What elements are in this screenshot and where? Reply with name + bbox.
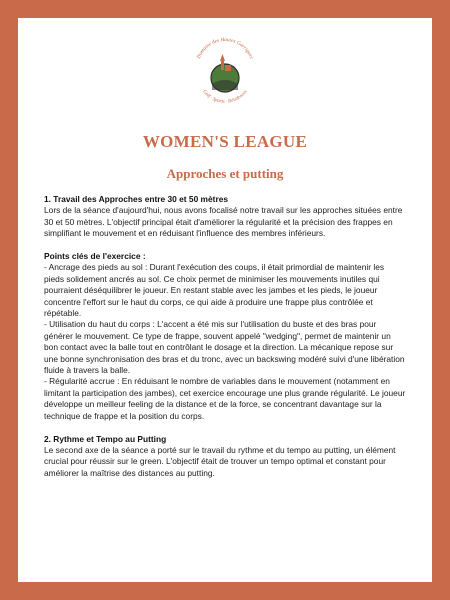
section1-heading: 1. Travail des Approches entre 30 et 50 mètres: [44, 194, 229, 204]
point-item: - Ancrage des pieds au sol : Durant l'exécution des coups, il était primordial de maintenir les pieds solidement ancrés au sol. Ce choix permet de minimiser les mouvements inutiles qui pourraient déséquilibrer le joueur. En restant stable avec les jambes et les pieds, le joueur concentre l'effort sur le haut du corps, ce qui aide à produire une frappe plus contrôlée et répétable.: [44, 262, 385, 319]
point-item: développe un meilleur feeling de la distance et de la force, se concentrant davantage sur la technique de frappe et la position du corps.: [44, 399, 382, 421]
section1-intro: Lors de la séance d'aujourd'hui, nous avons focalisé notre travail sur les approches situées entre 30 et 50 mètres. L'objectif principal était d'améliorer la régularité et la précision des frappes en simplifiant le mouvement et en réduisant l'influence des membres inférieurs.: [44, 205, 403, 239]
page-title: WOMEN'S LEAGUE: [142, 132, 308, 151]
estate-logo-icon: [190, 34, 260, 116]
spacer: [44, 422, 406, 433]
point-item: - Régularité accrue : En réduisant le nombre de variables dans le mouvement (notamment en limitant la participation des jambes), cet exercice encourage une plus grande régularité. Le joueur: [44, 376, 406, 398]
spacer: [44, 240, 406, 251]
document-page: [18, 18, 432, 582]
page-subtitle: Approches et putting: [166, 166, 284, 181]
document-body: [44, 194, 406, 479]
section2-heading: 2. Rythme et Tempo au Putting: [44, 433, 167, 444]
points-heading: Points clés de l'exercice :: [44, 251, 146, 262]
logo-bottom-text: Golf · Sports · Résidences: [201, 89, 249, 105]
section2-text: Le second axe de la séance a porté sur le travail du rythme et du tempo au putting, un élément crucial pour réussir sur le green. L'objectif était de trouver un tempo optimal et constant pour améliorer la maîtrise des distances au putting.: [44, 444, 396, 478]
logo-arc-text: Domaine des Hautes Garrigues: [195, 36, 255, 60]
point-item: - Utilisation du haut du corps : L'accent a été mis sur l'utilisation du buste et des bras pour générer le mouvement. Ce type de frappe, souvent appelé "wedging", permet de maintenir un bon contact avec la balle tout en contrôlant le dosage et la direction. La mécanique repose sur une bonne synchronisation des bras et du tronc, avec un backswing modéré suivi d'une libération fluide à travers la balle.: [44, 319, 405, 376]
svg-text:Domaine des Hautes Garrigues: [195, 37, 254, 61]
